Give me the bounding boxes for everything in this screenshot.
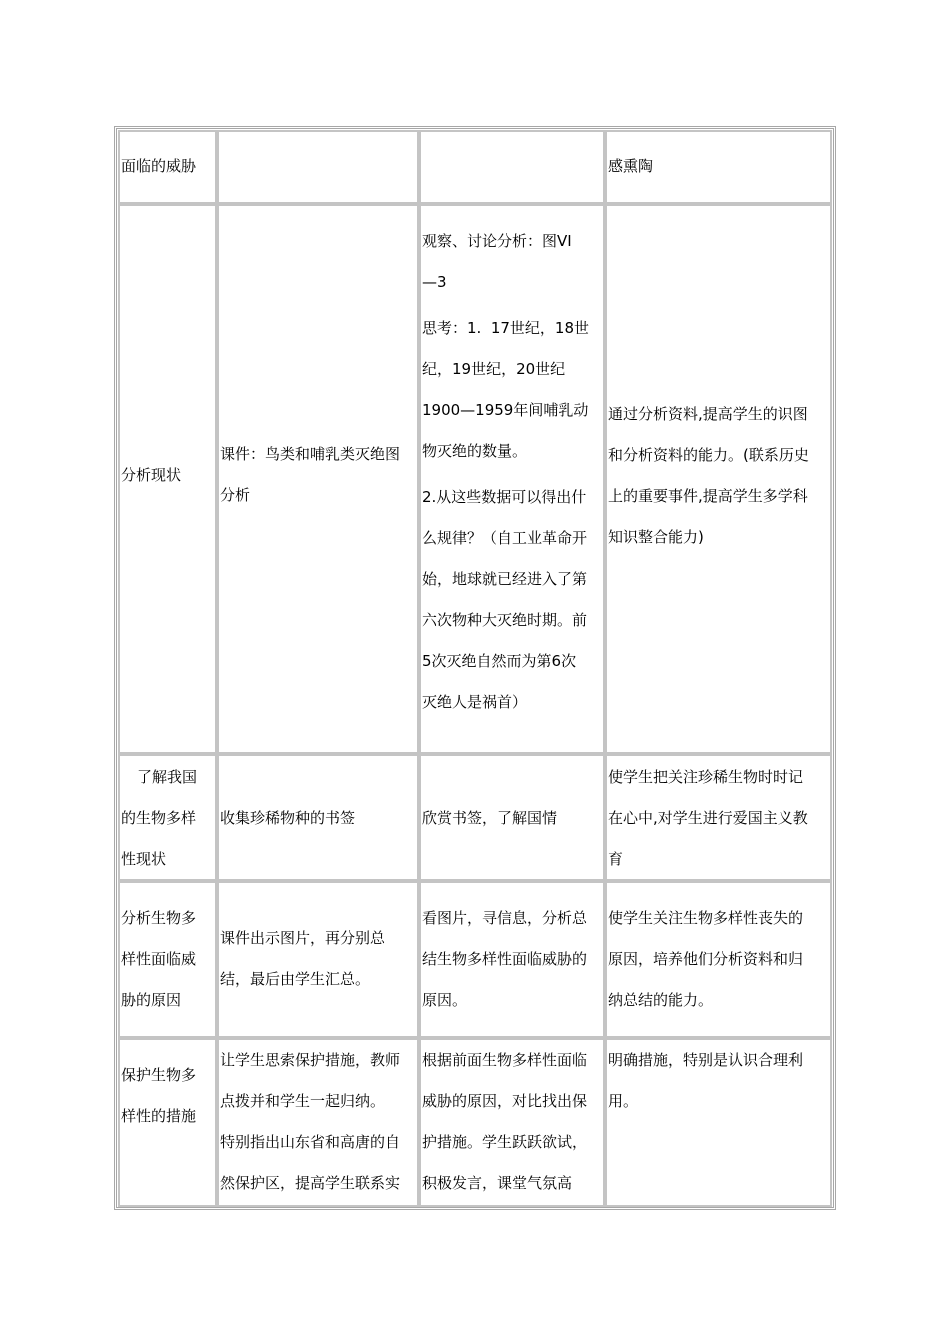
table-cell-r1-c4 bbox=[605, 130, 832, 204]
table-cell-r4-c1 bbox=[118, 881, 217, 1038]
table-cell-r5-c1 bbox=[118, 1038, 217, 1207]
table-cell-r2-c4 bbox=[605, 204, 832, 754]
table-cell-r5-c3 bbox=[419, 1038, 605, 1207]
cell-text: 课件：鸟类和哺乳类灭绝图 分析 bbox=[220, 445, 401, 504]
lesson-plan-table bbox=[114, 126, 836, 1210]
cell-text: 分析现状 bbox=[121, 466, 182, 484]
cell-text: 使学生关注生物多样性丧失的 原因，培养他们分析资料和归 纳总结的能力。 bbox=[608, 909, 804, 1009]
table-cell-r5-c2 bbox=[217, 1038, 419, 1207]
table-cell-r5-c4 bbox=[605, 1038, 832, 1207]
table-cell-r4-c2 bbox=[217, 881, 419, 1038]
cell-text: 明确措施，特别是认识合理利 用。 bbox=[608, 1051, 804, 1110]
cell-text: 分析生物多 样性面临威 胁的原因 bbox=[121, 909, 197, 1009]
table-cell-r4-c4 bbox=[605, 881, 832, 1038]
table-cell-r2-c1 bbox=[118, 204, 217, 754]
cell-text: 课件出示图片，再分别总 结，最后由学生汇总。 bbox=[220, 929, 386, 988]
cell-text: 2.从这些数据可以得出什 么规律？（自工业革命开 始，地球就已经进入了第 六次物种大灭绝时期。前 5次灭绝自然而为第6次 灭绝人是祸首） bbox=[422, 488, 588, 711]
table-cell-r2-c2 bbox=[217, 204, 419, 754]
cell-text: 感熏陶 bbox=[608, 157, 654, 175]
cell-text: 了解我国 的生物多样 性现状 bbox=[121, 768, 198, 868]
cell-text: 思考：1. 17世纪，18世 纪，19世纪，20世纪 1900—1959年间哺乳动 物灭绝的数量。 bbox=[422, 319, 590, 460]
cell-text: 让学生思索保护措施，教师 点拨并和学生一起归纳。 特别指出山东省和高唐的自 然保护区，提高学生联系实 bbox=[220, 1051, 401, 1192]
table-cell-r3-c1 bbox=[118, 754, 217, 881]
table-cell-r1-c3 bbox=[419, 130, 605, 204]
cell-text: 通过分析资料,提高学生的识图 和分析资料的能力。(联系历史 上的重要事件,提高学生多学科 知识整合能力) bbox=[608, 405, 809, 546]
cell-text: 使学生把关注珍稀生物时时记 在心中,对学生进行爱国主义教 育 bbox=[608, 768, 808, 868]
table-cell-r4-c3 bbox=[419, 881, 605, 1038]
table-cell-r3-c2 bbox=[217, 754, 419, 881]
table-cell-r2-c3 bbox=[419, 204, 605, 754]
cell-text: 保护生物多 样性的措施 bbox=[121, 1066, 197, 1125]
cell-text: 欣赏书签，了解国情 bbox=[422, 809, 558, 827]
cell-text: 面临的威胁 bbox=[121, 157, 197, 175]
table-cell-r3-c3 bbox=[419, 754, 605, 881]
table-cell-r3-c4 bbox=[605, 754, 832, 881]
cell-text: 观察、讨论分析：图VI —3 bbox=[422, 232, 572, 291]
cell-text: 看图片，寻信息，分析总 结生物多样性面临威胁的 原因。 bbox=[422, 909, 588, 1009]
table-cell-r1-c1 bbox=[118, 130, 217, 204]
table-cell-r1-c2 bbox=[217, 130, 419, 204]
cell-text: 根据前面生物多样性面临 威胁的原因，对比找出保 护措施。学生跃跃欲试， 积极发言，课堂气氛高 bbox=[422, 1051, 588, 1192]
cell-text: 收集珍稀物种的书签 bbox=[220, 809, 356, 827]
